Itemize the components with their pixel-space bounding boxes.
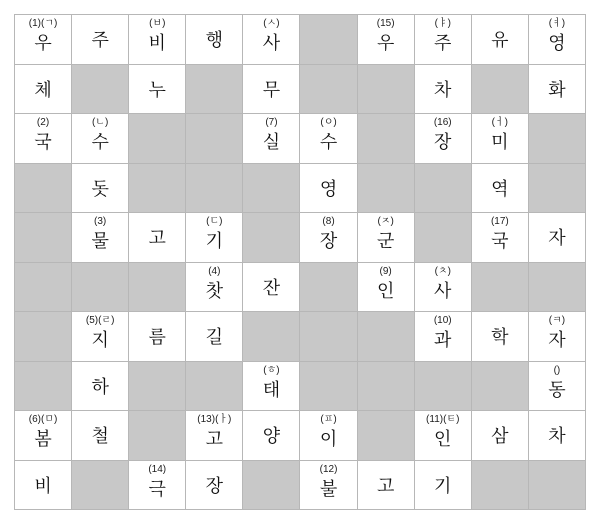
crossword-cell[interactable] [472, 15, 528, 64]
clue-label: (17) [490, 216, 509, 227]
crossword-block-cell [15, 312, 71, 361]
crossword-block-cell [186, 65, 242, 114]
cell-letter: 물 [91, 231, 109, 252]
clue-label: (12) [319, 463, 338, 475]
crossword-cell[interactable] [529, 362, 585, 411]
cell-letter: 영 [548, 33, 566, 54]
crossword-block-cell [358, 164, 414, 213]
crossword-cell[interactable] [243, 362, 299, 411]
crossword-block-cell [358, 312, 414, 361]
crossword-cell[interactable] [15, 411, 71, 460]
cell-letter: 차 [548, 426, 566, 447]
cell-letter: 지 [91, 330, 109, 351]
clue-label: (ㅍ) [320, 414, 337, 425]
crossword-block-cell [529, 114, 585, 163]
clue-label: (9) [379, 265, 392, 277]
crossword-cell[interactable] [72, 164, 128, 213]
cell-letter: 누 [148, 79, 166, 100]
crossword-cell[interactable] [129, 65, 185, 114]
cell-letter: 불 [319, 478, 338, 499]
crossword-puzzle [14, 14, 586, 510]
crossword-cell[interactable] [129, 213, 185, 262]
crossword-cell[interactable] [472, 213, 528, 262]
crossword-grid [14, 14, 586, 510]
crossword-cell[interactable] [529, 213, 585, 262]
cell-letter: 인 [434, 429, 452, 450]
cell-letter: 이 [319, 429, 338, 450]
clue-label: (ㅕ) [548, 18, 566, 29]
cell-letter: 유 [491, 30, 509, 51]
crossword-cell[interactable] [300, 213, 356, 262]
clue-label: (5)(ㄹ) [85, 315, 115, 326]
cell-letter: 국 [491, 231, 509, 252]
crossword-block-cell [129, 411, 185, 460]
crossword-cell[interactable] [186, 411, 242, 460]
clue-label: (ㄴ) [91, 117, 109, 128]
cell-letter: 주 [434, 33, 452, 54]
crossword-block-cell [358, 411, 414, 460]
cell-letter: 기 [205, 231, 224, 252]
cell-letter: 역 [491, 178, 509, 199]
clue-label: (8) [322, 216, 335, 227]
cell-letter: 봄 [34, 429, 52, 450]
crossword-cell[interactable] [15, 114, 71, 163]
clue-label: (4) [208, 265, 221, 277]
cell-letter: 동 [548, 379, 566, 400]
crossword-cell[interactable] [472, 312, 528, 361]
clue-label: (ㅋ) [548, 315, 566, 326]
crossword-block-cell [15, 213, 71, 262]
cell-letter: 장 [434, 132, 452, 153]
crossword-cell[interactable] [529, 65, 585, 114]
cell-letter: 차 [434, 79, 452, 100]
crossword-cell[interactable] [243, 114, 299, 163]
crossword-cell[interactable] [300, 411, 356, 460]
cell-letter: 사 [262, 33, 281, 54]
crossword-cell[interactable] [15, 461, 71, 510]
cell-letter: 름 [148, 327, 166, 348]
clue-label: (2) [36, 117, 50, 128]
crossword-cell[interactable] [129, 312, 185, 361]
crossword-block-cell [129, 362, 185, 411]
cell-letter: 장 [205, 475, 224, 496]
crossword-cell[interactable] [529, 15, 585, 64]
crossword-cell[interactable] [243, 263, 299, 312]
cell-letter: 무 [262, 79, 281, 100]
cell-letter: 잔 [262, 277, 281, 298]
crossword-block-cell [472, 263, 528, 312]
crossword-block-cell [529, 164, 585, 213]
cell-letter: 하 [91, 376, 109, 397]
clue-label: (ㅎ) [263, 364, 280, 376]
crossword-cell[interactable] [358, 213, 414, 262]
cell-letter: 돗 [91, 178, 109, 199]
clue-label: (ㅑ) [434, 18, 451, 29]
cell-letter: 길 [205, 327, 224, 348]
crossword-cell[interactable] [472, 411, 528, 460]
clue-label: (15) [376, 18, 395, 29]
cell-letter: 삼 [491, 426, 509, 447]
crossword-cell[interactable] [358, 263, 414, 312]
crossword-block-cell [186, 114, 242, 163]
crossword-cell[interactable] [415, 15, 471, 64]
crossword-block-cell [358, 114, 414, 163]
clue-label: (ㅅ) [263, 18, 280, 29]
crossword-block-cell [472, 461, 528, 510]
clue-label: () [553, 364, 561, 376]
crossword-cell[interactable] [129, 461, 185, 510]
crossword-cell[interactable] [472, 164, 528, 213]
clue-label: (ㅊ) [434, 265, 451, 277]
cell-letter: 찻 [205, 280, 224, 301]
crossword-cell[interactable] [300, 461, 356, 510]
crossword-cell[interactable] [186, 461, 242, 510]
crossword-block-cell [300, 65, 356, 114]
cell-letter: 행 [205, 30, 224, 51]
cell-letter: 자 [548, 228, 566, 249]
crossword-block-cell [300, 312, 356, 361]
crossword-cell[interactable] [415, 461, 471, 510]
cell-letter: 군 [376, 231, 395, 252]
crossword-block-cell [300, 263, 356, 312]
crossword-cell[interactable] [129, 15, 185, 64]
crossword-block-cell [300, 362, 356, 411]
crossword-cell[interactable] [415, 312, 471, 361]
crossword-cell[interactable] [415, 263, 471, 312]
crossword-cell[interactable] [300, 114, 356, 163]
clue-label: (1)(ㄱ) [28, 18, 58, 29]
cell-letter: 태 [262, 379, 281, 400]
cell-letter: 극 [148, 478, 166, 499]
crossword-block-cell [15, 263, 71, 312]
cell-letter: 양 [262, 426, 281, 447]
crossword-cell[interactable] [15, 15, 71, 64]
cell-letter: 철 [91, 426, 109, 447]
cell-letter: 실 [262, 132, 281, 153]
crossword-cell[interactable] [358, 15, 414, 64]
crossword-block-cell [415, 213, 471, 262]
clue-label: (16) [433, 117, 452, 128]
crossword-cell[interactable] [72, 114, 128, 163]
crossword-block-cell [472, 362, 528, 411]
crossword-cell[interactable] [300, 164, 356, 213]
cell-letter: 고 [148, 228, 166, 249]
crossword-block-cell [129, 114, 185, 163]
cell-letter: 고 [205, 429, 224, 450]
crossword-cell[interactable] [15, 65, 71, 114]
clue-label: (14) [148, 463, 167, 475]
crossword-cell[interactable] [72, 362, 128, 411]
cell-letter: 체 [34, 79, 52, 100]
clue-label: (ㅇ) [320, 117, 337, 128]
crossword-block-cell [72, 65, 128, 114]
crossword-cell[interactable] [72, 213, 128, 262]
crossword-block-cell [243, 213, 299, 262]
clue-label: (11)(ㅌ) [426, 414, 460, 425]
crossword-cell[interactable] [186, 312, 242, 361]
crossword-block-cell [415, 362, 471, 411]
crossword-block-cell [15, 362, 71, 411]
crossword-block-cell [358, 65, 414, 114]
cell-letter: 과 [434, 330, 452, 351]
crossword-block-cell [186, 164, 242, 213]
cell-letter: 사 [434, 280, 452, 301]
crossword-cell[interactable] [243, 15, 299, 64]
cell-letter: 주 [91, 30, 109, 51]
cell-letter: 영 [319, 178, 338, 199]
crossword-block-cell [72, 263, 128, 312]
cell-letter: 인 [376, 280, 395, 301]
cell-letter: 기 [434, 475, 452, 496]
crossword-cell[interactable] [529, 312, 585, 361]
cell-letter: 비 [34, 475, 52, 496]
cell-letter: 비 [148, 33, 166, 54]
crossword-cell[interactable] [243, 65, 299, 114]
crossword-cell[interactable] [243, 411, 299, 460]
clue-label: (ㅂ) [149, 18, 166, 29]
crossword-cell[interactable] [415, 114, 471, 163]
crossword-cell[interactable] [186, 213, 242, 262]
cell-letter: 학 [491, 327, 509, 348]
clue-label: (10) [433, 315, 452, 326]
clue-label: (6)(ㅁ) [28, 414, 58, 425]
crossword-block-cell [472, 65, 528, 114]
crossword-cell[interactable] [186, 15, 242, 64]
crossword-block-cell [129, 263, 185, 312]
clue-label: (ㅈ) [377, 216, 394, 227]
cell-letter: 미 [491, 132, 509, 153]
cell-letter: 국 [34, 132, 52, 153]
crossword-block-cell [415, 164, 471, 213]
crossword-block-cell [129, 164, 185, 213]
crossword-block-cell [72, 461, 128, 510]
cell-letter: 우 [376, 33, 395, 54]
crossword-cell[interactable] [72, 15, 128, 64]
crossword-block-cell [243, 164, 299, 213]
clue-label: (ㅓ) [491, 117, 508, 128]
crossword-block-cell [243, 312, 299, 361]
cell-letter: 우 [34, 33, 52, 54]
clue-label: (7) [265, 117, 278, 128]
cell-letter: 수 [319, 132, 338, 153]
crossword-block-cell [529, 263, 585, 312]
clue-label: (ㄷ) [206, 216, 223, 227]
crossword-cell[interactable] [358, 461, 414, 510]
cell-letter: 화 [548, 79, 566, 100]
cell-letter: 자 [548, 330, 566, 351]
crossword-cell[interactable] [72, 411, 128, 460]
crossword-block-cell [15, 164, 71, 213]
crossword-block-cell [243, 461, 299, 510]
crossword-cell[interactable] [472, 114, 528, 163]
cell-letter: 장 [319, 231, 338, 252]
crossword-cell[interactable] [529, 411, 585, 460]
crossword-cell[interactable] [186, 263, 242, 312]
crossword-cell[interactable] [415, 65, 471, 114]
crossword-block-cell [358, 362, 414, 411]
crossword-cell[interactable] [415, 411, 471, 460]
clue-label: (13)(ㅏ) [197, 414, 232, 425]
crossword-block-cell [529, 461, 585, 510]
clue-label: (3) [94, 216, 107, 227]
crossword-cell[interactable] [72, 312, 128, 361]
crossword-block-cell [300, 15, 356, 64]
crossword-block-cell [186, 362, 242, 411]
cell-letter: 고 [376, 475, 395, 496]
cell-letter: 수 [91, 132, 109, 153]
